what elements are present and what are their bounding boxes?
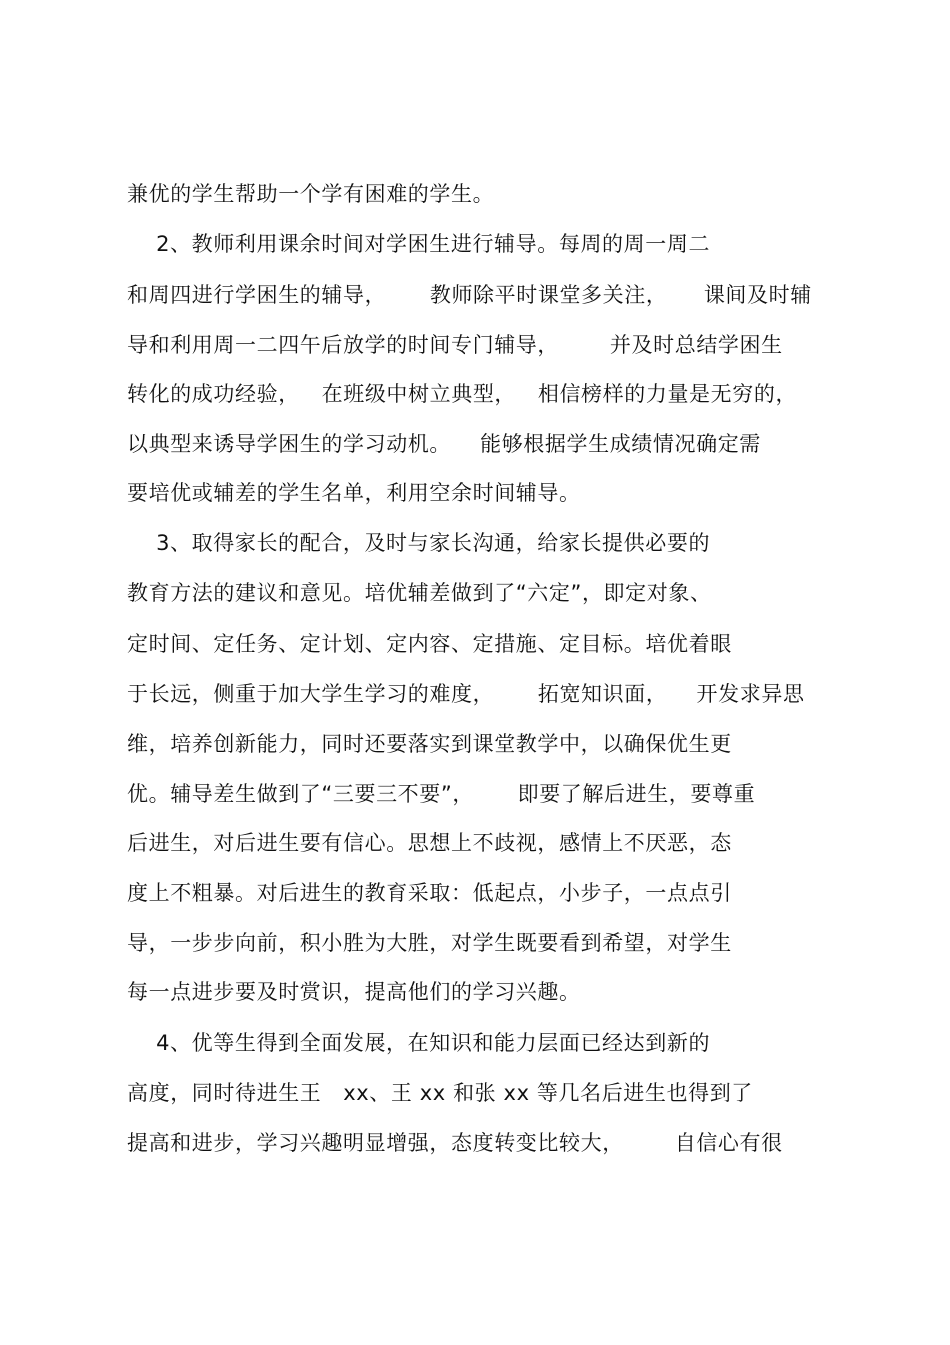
text-line: 每一点进步要及时赏识，提高他们的学习兴趣。 xyxy=(127,980,581,1004)
text-line: 度上不粗暴。对后进生的教育采取：低起点，小步子，一点点引 xyxy=(127,881,732,905)
text-line: 兼优的学生帮助一个学有困难的学生。 xyxy=(127,182,495,206)
text-line: 以典型来诱导学困生的学习动机。 能够根据学生成绩情况确定需 xyxy=(127,432,761,456)
text-line: 导和利用周一二四午后放学的时间专门辅导， 并及时总结学困生 xyxy=(127,333,783,357)
text-line: 和周四进行学困生的辅导， 教师除平时课堂多关注， 课间及时辅 xyxy=(127,283,812,307)
text-line: 高度，同时待进生王 xx、王 xx 和张 xx 等几名后进生也得到了 xyxy=(127,1081,753,1105)
text-line: 教育方法的建议和意见。培优辅差做到了“六定”，即定对象、 xyxy=(127,581,712,605)
paragraph-3-start: 3、取得家长的配合，及时与家长沟通，给家长提供必要的 xyxy=(127,531,711,555)
text-line: 导，一步步向前，积小胜为大胜，对学生既要看到希望，对学生 xyxy=(127,931,732,955)
text-line: 优。辅导差生做到了“三要三不要”， 即要了解后进生，要尊重 xyxy=(127,782,756,806)
text-line: 维，培养创新能力，同时还要落实到课堂教学中，以确保优生更 xyxy=(127,732,732,756)
paragraph-4-start: 4、优等生得到全面发展，在知识和能力层面已经达到新的 xyxy=(127,1031,711,1055)
text-line: 转化的成功经验， 在班级中树立典型， 相信榜样的力量是无穷的， xyxy=(127,382,798,406)
text-line: 提高和进步，学习兴趣明显增强，态度转变比较大， 自信心有很 xyxy=(127,1131,783,1155)
text-line: 于长远，侧重于加大学生学习的难度， 拓宽知识面， 开发求异思 xyxy=(127,682,805,706)
text-line: 后进生，对后进生要有信心。思想上不歧视，感情上不厌恶，态 xyxy=(127,831,732,855)
text-line: 要培优或辅差的学生名单，利用空余时间辅导。 xyxy=(127,481,581,505)
paragraph-2-start: 2、教师利用课余时间对学困生进行辅导。每周的周一周二 xyxy=(127,232,711,256)
text-line: 定时间、定任务、定计划、定内容、定措施、定目标。培优着眼 xyxy=(127,632,732,656)
